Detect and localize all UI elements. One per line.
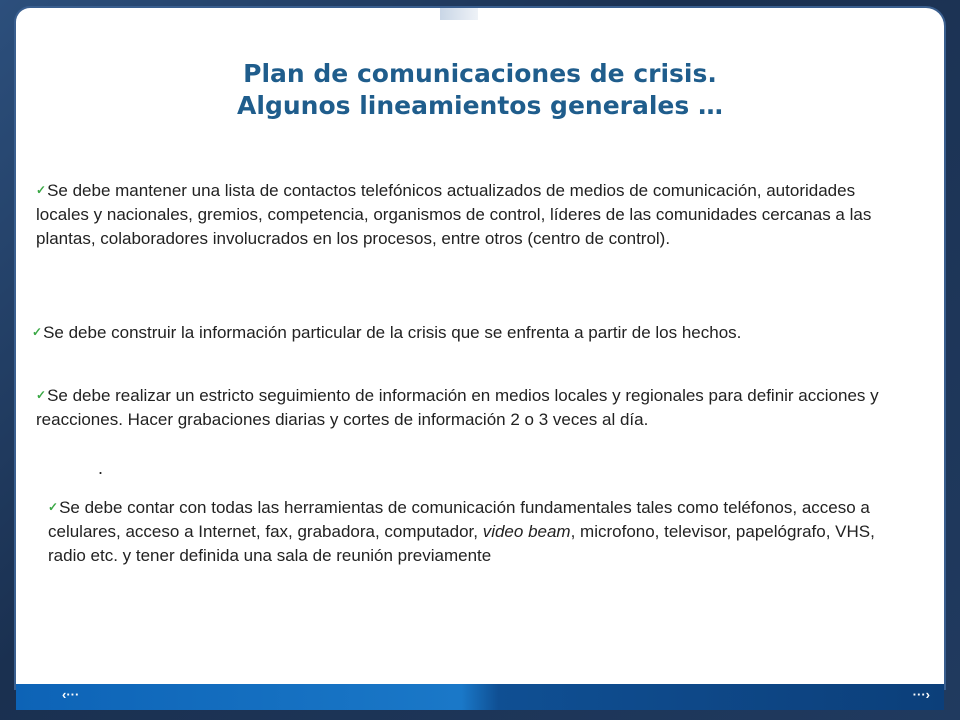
slide-title [0,58,960,122]
bullet-contacts [36,178,906,251]
bullet-text: Se debe mantener una lista de contactos telefónicos actualizados de medios de comunicación, autoridades locales y nacionales, gremios, competencia, organismos de control, líderes de las comunidades cercanas a las plantas, colaboradores involucrados en los procesos, entre otros (centro de control). [36,181,872,248]
bullet-media-monitoring [36,383,916,432]
previous-slide-button[interactable]: ‹··· [62,687,80,702]
title-line-2: Algunos lineamientos generales … [237,91,723,120]
top-accent-bar [440,8,478,20]
bullet-text-italic: video beam [482,522,571,541]
next-slide-button[interactable]: ···› [912,687,930,702]
check-icon: ✓ [36,183,47,197]
bullet-text: Se debe realizar un estricto seguimiento de información en medios locales y regionales para definir acciones y reacciones. Hacer grabaciones diarias y cortes de información 2 o 3 veces al día. [36,386,879,429]
bullet-text: Se debe construir la información particular de la crisis que se enfrenta a partir de los hechos. [43,323,742,342]
title-line-1: Plan de comunicaciones de crisis. [243,59,717,88]
bullet-tools [48,495,910,568]
check-icon: ✓ [32,325,43,339]
check-icon: ✓ [36,388,47,402]
bullet-crisis-info [32,320,932,345]
footer-bar [16,684,944,710]
check-icon: ✓ [48,500,59,514]
stray-dot: . [98,458,104,478]
bullet-text-end: , microfono, televisor, papelógrafo, VHS, radio etc. y tener definida una sala de reunión previamente [48,522,875,565]
bullet-text-start: Se debe contar con todas las herramientas de comunicación fundamentales tales como teléfonos, acceso a celulares, acceso a Internet, fax, grabadora, computador, [48,498,870,541]
